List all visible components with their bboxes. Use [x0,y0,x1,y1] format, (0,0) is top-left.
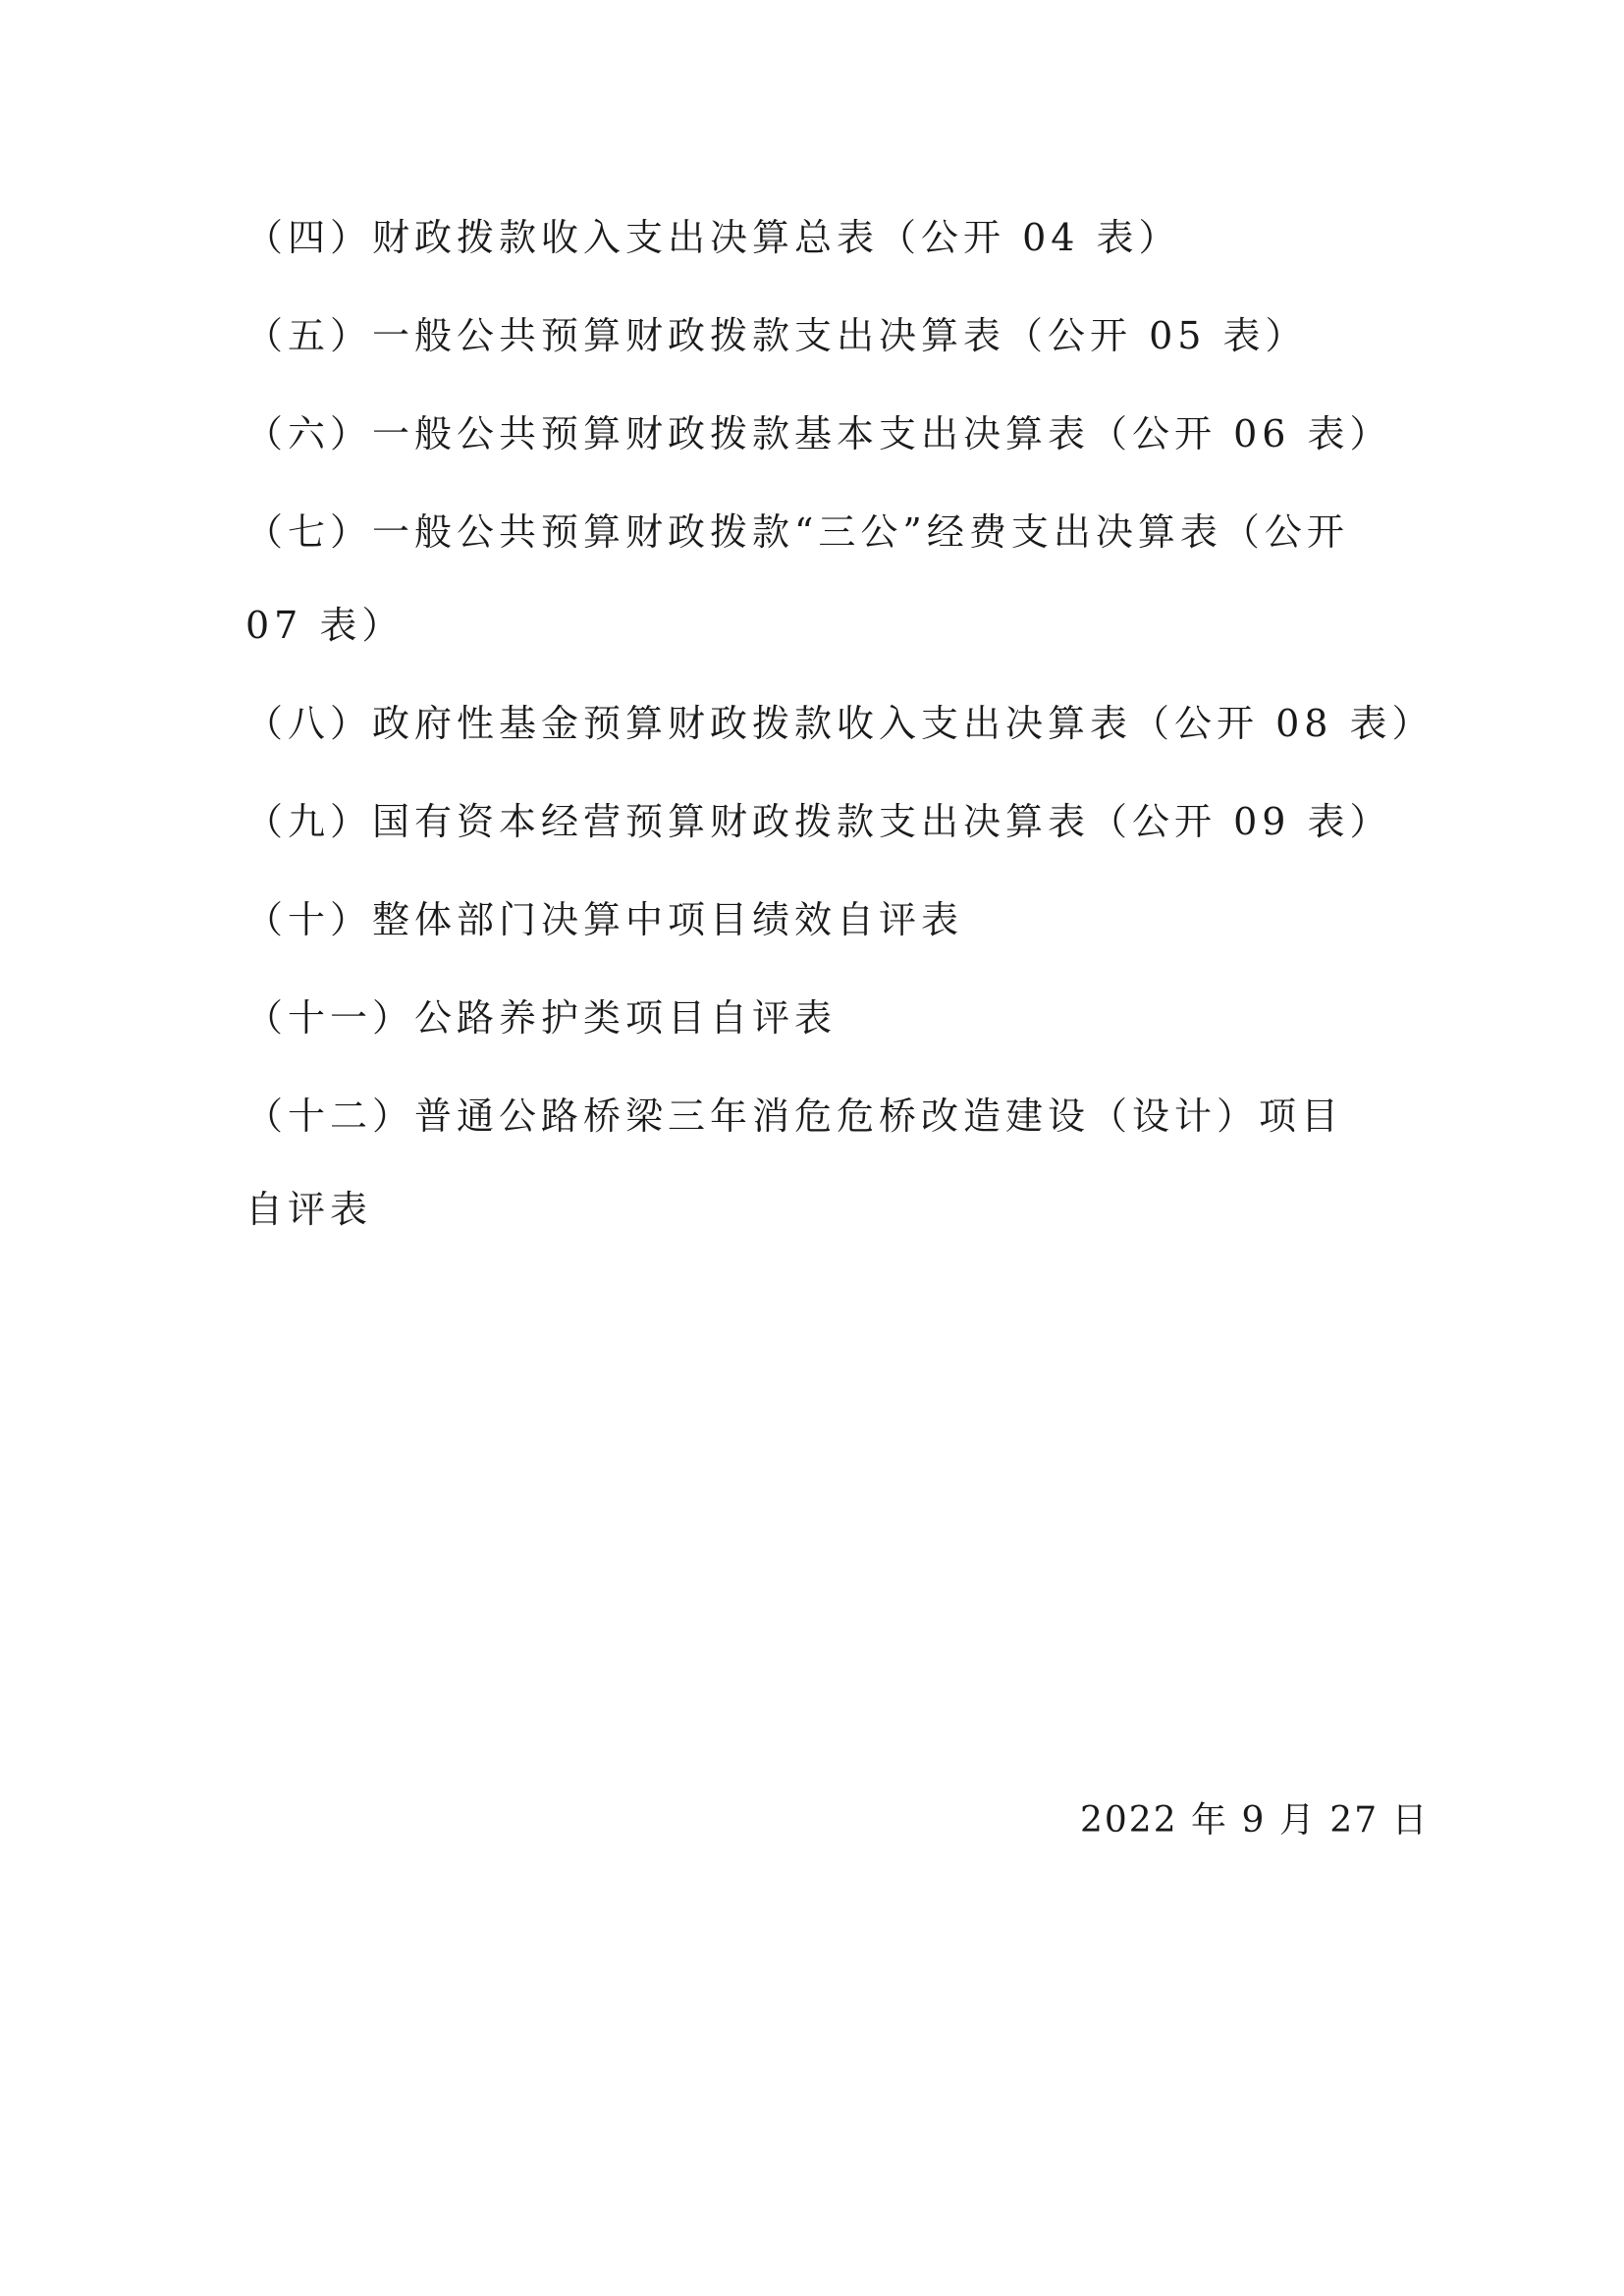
list-item-table-07-continued: 07 表） [245,604,405,647]
list-item-table-09: （九）国有资本经营预算财政拨款支出决算表（公开 09 表） [245,800,1392,843]
list-item-road-maintenance-evaluation: （十一）公路养护类项目自评表 [245,996,838,1040]
list-item-table-06: （六）一般公共预算财政拨款基本支出决算表（公开 06 表） [245,412,1392,455]
list-item-table-04: （四）财政拨款收入支出决算总表（公开 04 表） [245,216,1181,259]
document-date: 2022 年 9 月 27 日 [1080,1800,1430,1841]
list-item-table-07: （七）一般公共预算财政拨款“三公”经费支出决算表（公开 [245,510,1349,554]
list-item-bridge-project-evaluation: （十二）普通公路桥梁三年消危危桥改造建设（设计）项目 [245,1095,1344,1138]
list-item-table-08: （八）政府性基金预算财政拨款收入支出决算表（公开 08 表） [245,702,1435,745]
list-item-bridge-project-evaluation-continued: 自评表 [245,1188,373,1231]
list-item-table-05: （五）一般公共预算财政拨款支出决算表（公开 05 表） [245,314,1308,357]
list-item-performance-self-evaluation: （十）整体部门决算中项目绩效自评表 [245,898,964,941]
